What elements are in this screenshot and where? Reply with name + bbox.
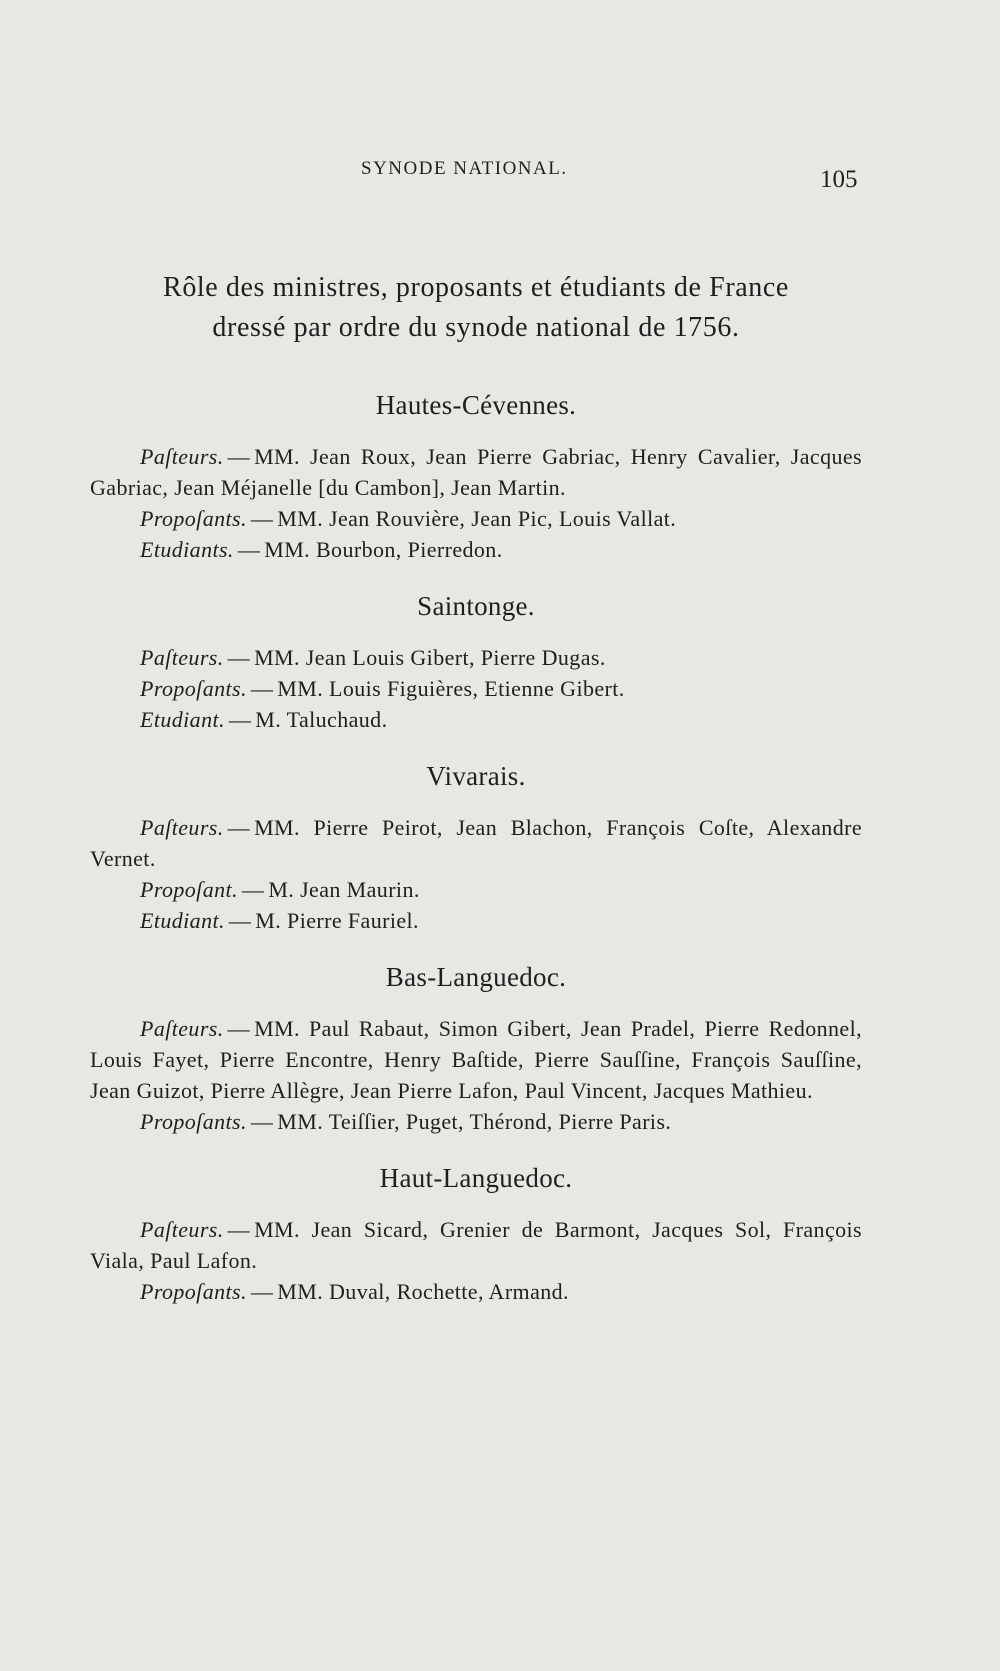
entry-text: MM. Jean Roux, Jean Pierre Gabriac, Henry Cavalier, Jacques Gabriac, Jean Méjanelle [du Cambon], Jean Martin. xyxy=(90,444,862,500)
entry-dash: — xyxy=(250,1109,274,1134)
entry-label: Propoſants. xyxy=(140,506,247,531)
entry-pasteurs xyxy=(90,812,862,874)
entry-dash: — xyxy=(241,877,265,902)
entry-dash: — xyxy=(228,707,252,732)
entry-text: MM. Pierre Peirot, Jean Blachon, François Coſte, Alexandre Vernet. xyxy=(90,815,862,871)
title-line-1: Rôle des ministres, proposants et étudiants de France xyxy=(163,272,789,303)
region-heading: Haut-Languedoc. xyxy=(379,1163,573,1193)
entry-pasteurs xyxy=(90,441,862,503)
entry-text: MM. Paul Rabaut, Simon Gibert, Jean Pradel, Pierre Redonnel, Louis Fayet, Pierre Encontre, Henry Baſtide, Pierre Sauſſine, François Sauſſine, Jean Guizot, Pierre Allègre, Jean Pierre Lafon, Paul Vincent, Jacques Mathieu. xyxy=(90,1016,862,1103)
region-heading: Vivarais. xyxy=(426,761,526,791)
entry-text: MM. Louis Figuières, Etienne Gibert. xyxy=(277,676,625,701)
entry-dash: — xyxy=(250,506,274,531)
region-heading: Saintonge. xyxy=(417,591,535,621)
entry-proposants xyxy=(90,1106,862,1137)
entry-dash: — xyxy=(227,1016,251,1041)
running-title: SYNODE NATIONAL. xyxy=(361,158,568,179)
entry-dash: — xyxy=(250,676,274,701)
entry-label: Etudiant. xyxy=(140,908,225,933)
entry-dash: — xyxy=(237,537,261,562)
region-heading: Hautes-Cévennes. xyxy=(375,390,577,420)
entry-text: M. Pierre Fauriel. xyxy=(255,908,419,933)
entry-label: Etudiants. xyxy=(140,537,234,562)
entry-pasteurs xyxy=(90,642,862,673)
document-title xyxy=(90,268,862,348)
entry-dash: — xyxy=(227,444,251,469)
entry-etudiants xyxy=(90,534,862,565)
entry-text: M. Jean Maurin. xyxy=(268,877,420,902)
entry-etudiant xyxy=(90,704,862,735)
entry-dash: — xyxy=(227,815,251,840)
entry-text: MM. Jean Sicard, Grenier de Barmont, Jacques Sol, François Viala, Paul Lafon. xyxy=(90,1217,862,1273)
title-line-2: dressé par ordre du synode national de 1756. xyxy=(212,312,740,343)
entry-label: Paſteurs. xyxy=(140,645,224,670)
entry-text: MM. Jean Rouvière, Jean Pic, Louis Vallat. xyxy=(277,506,677,531)
section-haut-languedoc xyxy=(90,1163,862,1307)
entry-pasteurs xyxy=(90,1013,862,1106)
entry-dash: — xyxy=(228,908,252,933)
entry-proposants xyxy=(90,503,862,534)
page-body xyxy=(90,268,862,1333)
entry-dash: — xyxy=(250,1279,274,1304)
section-bas-languedoc xyxy=(90,962,862,1137)
entry-text: MM. Jean Louis Gibert, Pierre Dugas. xyxy=(254,645,606,670)
entry-proposants xyxy=(90,673,862,704)
entry-label: Propoſants. xyxy=(140,1109,247,1134)
entry-dash: — xyxy=(227,1217,251,1242)
section-saintonge xyxy=(90,591,862,735)
entry-text: MM. Bourbon, Pierredon. xyxy=(264,537,503,562)
entry-text: MM. Teiſſier, Puget, Thérond, Pierre Paris. xyxy=(277,1109,672,1134)
entry-label: Paſteurs. xyxy=(140,444,224,469)
region-heading: Bas-Languedoc. xyxy=(385,962,567,992)
page-number: 105 xyxy=(820,166,858,193)
entry-label: Etudiant. xyxy=(140,707,225,732)
entry-label: Propoſants. xyxy=(140,676,247,701)
entry-proposants xyxy=(90,1276,862,1307)
entry-label: Propoſants. xyxy=(140,1279,247,1304)
entry-etudiant xyxy=(90,905,862,936)
entry-proposant xyxy=(90,874,862,905)
entry-label: Paſteurs. xyxy=(140,1217,224,1242)
entry-label: Paſteurs. xyxy=(140,1016,224,1041)
entry-text: MM. Duval, Rochette, Armand. xyxy=(277,1279,569,1304)
section-hautes-cevennes xyxy=(90,390,862,565)
entry-label: Paſteurs. xyxy=(140,815,224,840)
section-vivarais xyxy=(90,761,862,936)
entry-text: M. Taluchaud. xyxy=(255,707,388,732)
entry-label: Propoſant. xyxy=(140,877,238,902)
entry-dash: — xyxy=(227,645,251,670)
entry-pasteurs xyxy=(90,1214,862,1276)
